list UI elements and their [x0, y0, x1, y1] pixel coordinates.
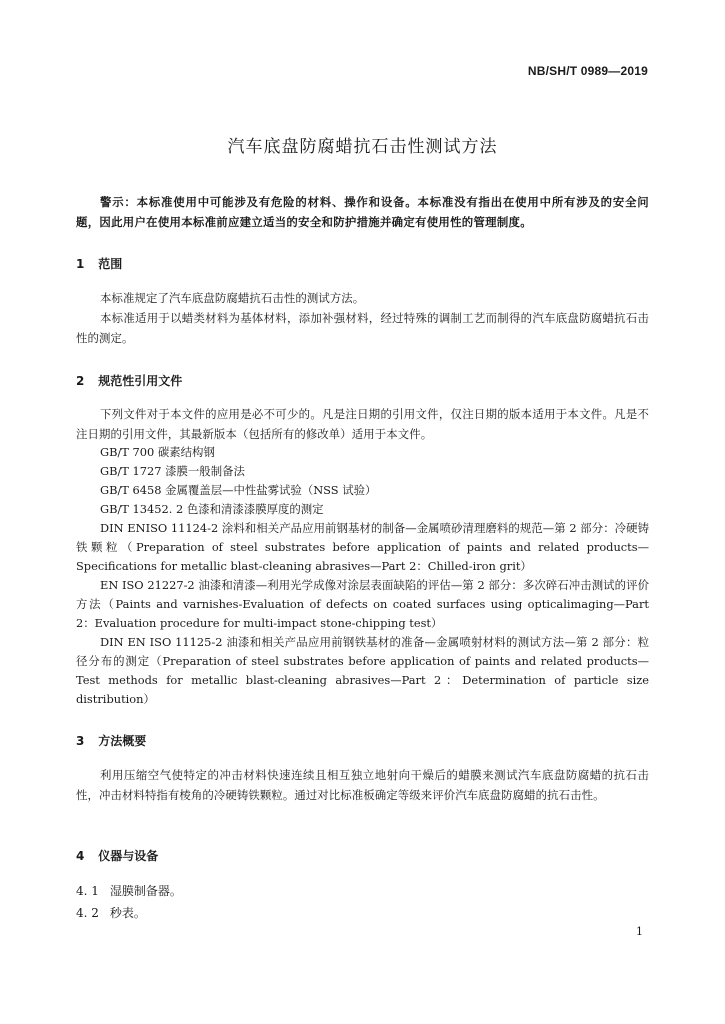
- section-3-heading: [76, 732, 146, 749]
- warning-paragraph: 警示：本标准使用中可能涉及有危险的材料、操作和设备。本标准没有指出在使用中所有涉及的安全问题，因此用户在使用本标准前应建立适当的安全和防护措施并确定有使用性的管理制度。: [76, 195, 649, 229]
- section-1-paragraph-1: 本标准规定了汽车底盘防腐蜡抗石击性的测试方法。: [100, 291, 365, 305]
- reference-item: GB/T 6458 金属覆盖层—中性盐雾试验（NSS 试验）: [100, 483, 377, 497]
- reference-item: EN ISO 21227-2 油漆和清漆—利用光学成像对涂层表面缺陷的评估—第 2 部分：多次碎石冲击测试的评价方法（Paints and varnishes-Evaluation of defects on coated surfaces using opticalimaging—Part 2：Evaluation procedure for multi-impact stone-chipping test）: [76, 578, 649, 630]
- reference-item: DIN ENISO 11124-2 涂料和相关产品应用前钢基材的制备—金属喷砂清理磨料的规范—第 2 部分：冷硬铸铁颗粒（Preparation of steel substrates before application of paints and related products—Specifications for metallic blast-cleaning abrasives—Part 2：Chilled-iron grit）: [76, 521, 649, 573]
- section-title: 方法概要: [98, 734, 147, 748]
- section-title: 范围: [98, 257, 123, 271]
- subsection-text: 湿膜制备器。: [109, 884, 182, 898]
- standard-code: NB/SH/T 0989—2019: [527, 64, 648, 78]
- subsection-number: 4. 1: [76, 884, 99, 898]
- section-number: 3: [76, 734, 85, 748]
- section-number: 2: [76, 374, 85, 388]
- subsection-4-1: [76, 882, 182, 899]
- section-number: 4: [76, 849, 85, 863]
- section-4-heading: [76, 847, 158, 864]
- reference-item: GB/T 1727 漆膜一般制备法: [100, 464, 245, 478]
- section-number: 1: [76, 257, 85, 271]
- subsection-number: 4. 2: [76, 906, 99, 920]
- reference-item: GB/T 13452. 2 色漆和清漆漆膜厚度的测定: [100, 502, 324, 516]
- section-3-paragraph: 利用压缩空气使特定的冲击材料快速连续且相互独立地射向干燥后的蜡膜来测试汽车底盘防腐蜡的抗石击性，冲击材料特指有棱角的冷硬铸铁颗粒。通过对比标准板确定等级来评价汽车底盘防腐蜡的抗石击性。: [76, 768, 649, 802]
- section-title: 仪器与设备: [98, 849, 159, 863]
- section-title: 规范性引用文件: [98, 374, 183, 388]
- section-2-heading: [76, 372, 182, 389]
- document-title: 汽车底盘防腐蜡抗石击性测试方法: [227, 137, 498, 157]
- subsection-text: 秒表。: [109, 906, 146, 920]
- section-1-paragraph-2: 本标准适用于以蜡类材料为基体材料，添加补强材料，经过特殊的调制工艺而制得的汽车底盘防腐蜡抗石击性的测定。: [76, 311, 649, 345]
- section-1-heading: [76, 255, 122, 272]
- page-number: 1: [636, 925, 643, 938]
- reference-item: GB/T 700 碳素结构钢: [100, 445, 215, 459]
- subsection-4-2: [76, 904, 146, 921]
- reference-item: DIN EN ISO 11125-2 油漆和相关产品应用前钢铁基材的准备—金属喷射材料的测试方法—第 2 部分：粒径分布的测定（Preparation of steel substrates before application of paints and related products—Test methods for metallic blast-cleaning abrasives—Part 2：Determination of particle size distribution）: [76, 635, 649, 706]
- section-2-intro: 下列文件对于本文件的应用是必不可少的。凡是注日期的引用文件，仅注日期的版本适用于本文件。凡是不注日期的引用文件，其最新版本（包括所有的修改单）适用于本文件。: [76, 407, 649, 441]
